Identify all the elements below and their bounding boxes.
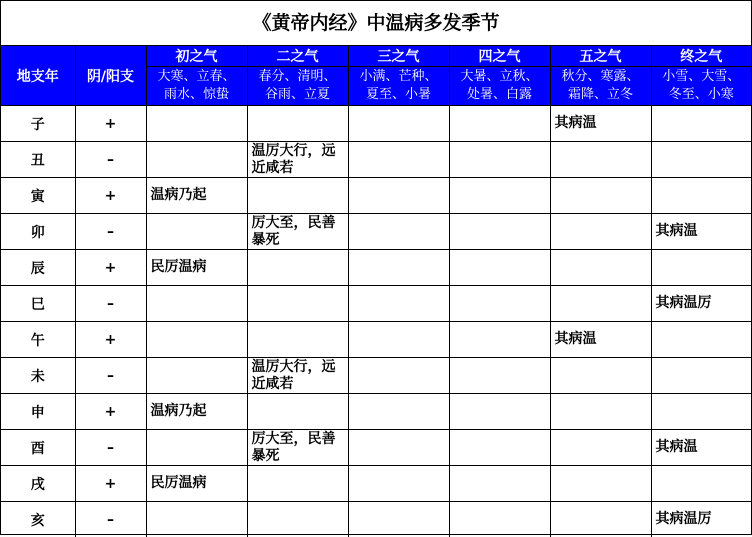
yin-yang-cell: +	[75, 178, 146, 214]
disease-note-cell	[348, 106, 449, 142]
disease-note-cell	[348, 358, 449, 394]
disease-note-cell	[348, 178, 449, 214]
disease-note-cell	[348, 322, 449, 358]
yin-yang-cell: +	[75, 106, 146, 142]
yin-yang-cell: –	[75, 142, 146, 178]
disease-note-cell: 其病温	[651, 214, 751, 250]
header-solar-terms	[449, 67, 550, 106]
solar-terms-line: 谷雨、立夏	[248, 86, 348, 104]
branch-cell: 卯	[1, 214, 75, 250]
header-solar-terms	[651, 67, 751, 106]
disease-note-cell	[348, 394, 449, 430]
solar-terms-line: 小满、芒种、	[349, 68, 449, 86]
disease-note-cell	[550, 286, 651, 322]
epidemic-season-table	[1, 46, 751, 537]
table-row	[1, 214, 751, 250]
disease-note-cell: 温厉大行，远近咸若	[247, 358, 348, 394]
disease-note-cell	[247, 106, 348, 142]
disease-note-cell	[449, 178, 550, 214]
disease-note-cell	[550, 394, 651, 430]
branch-cell: 酉	[1, 430, 75, 466]
table-row	[1, 358, 751, 394]
disease-note-cell	[449, 466, 550, 502]
branch-cell: 申	[1, 394, 75, 430]
disease-note-cell	[449, 430, 550, 466]
disease-note-cell	[550, 358, 651, 394]
disease-note-cell: 其病温	[550, 106, 651, 142]
table-row	[1, 394, 751, 430]
table-row	[1, 142, 751, 178]
disease-note-cell	[651, 358, 751, 394]
disease-note-cell	[550, 430, 651, 466]
branch-cell: 巳	[1, 286, 75, 322]
branch-cell: 午	[1, 322, 75, 358]
table-row	[1, 106, 751, 142]
disease-note-cell	[449, 106, 550, 142]
disease-note-cell: 厉大至，民善暴死	[247, 430, 348, 466]
solar-terms-line: 霜降、立冬	[551, 86, 651, 104]
disease-note-cell: 其病温	[550, 322, 651, 358]
disease-note-cell: 民厉温病	[146, 250, 247, 286]
header-solar-terms	[348, 67, 449, 106]
disease-note-cell	[247, 286, 348, 322]
disease-note-cell	[651, 394, 751, 430]
solar-terms-line: 春分、清明、	[248, 68, 348, 86]
yin-yang-cell: –	[75, 358, 146, 394]
disease-note-cell	[247, 502, 348, 537]
disease-note-cell	[348, 142, 449, 178]
table-row	[1, 430, 751, 466]
branch-cell: 丑	[1, 142, 75, 178]
branch-cell: 戌	[1, 466, 75, 502]
table-row	[1, 466, 751, 502]
header-qi-name: 三之气	[348, 46, 449, 67]
header-branch-year: 地支年	[1, 46, 75, 106]
branch-cell: 寅	[1, 178, 75, 214]
disease-note-cell: 厉大至，民善暴死	[247, 214, 348, 250]
yin-yang-cell: +	[75, 466, 146, 502]
disease-note-cell	[146, 430, 247, 466]
header-yin-yang: 阴/阳支	[75, 46, 146, 106]
disease-note-cell	[247, 394, 348, 430]
solar-terms-line: 雨水、惊蛰	[147, 86, 247, 104]
header-qi-name: 五之气	[550, 46, 651, 67]
branch-cell: 辰	[1, 250, 75, 286]
disease-note-cell	[247, 322, 348, 358]
disease-note-cell: 其病温厉	[651, 286, 751, 322]
header-solar-terms	[550, 67, 651, 106]
disease-note-cell	[247, 178, 348, 214]
table-row	[1, 502, 751, 537]
disease-note-cell	[449, 250, 550, 286]
solar-terms-line: 大寒、立春、	[147, 68, 247, 86]
disease-note-cell	[146, 322, 247, 358]
disease-note-cell	[651, 106, 751, 142]
disease-note-cell	[550, 142, 651, 178]
disease-note-cell	[146, 502, 247, 537]
yin-yang-cell: +	[75, 322, 146, 358]
table-header	[1, 46, 751, 106]
disease-note-cell	[449, 358, 550, 394]
disease-note-cell	[651, 322, 751, 358]
solar-terms-line: 冬至、小寒	[652, 86, 752, 104]
disease-note-cell	[146, 214, 247, 250]
disease-note-cell	[651, 178, 751, 214]
disease-note-cell	[550, 466, 651, 502]
branch-cell: 未	[1, 358, 75, 394]
disease-note-cell	[247, 466, 348, 502]
disease-note-cell	[146, 142, 247, 178]
yin-yang-cell: –	[75, 214, 146, 250]
solar-terms-line: 小雪、大雪、	[652, 68, 752, 86]
yin-yang-cell: –	[75, 286, 146, 322]
disease-note-cell	[449, 322, 550, 358]
table-row	[1, 322, 751, 358]
disease-note-cell: 民厉温病	[146, 466, 247, 502]
header-qi-name: 初之气	[146, 46, 247, 67]
disease-note-cell	[550, 178, 651, 214]
disease-note-cell	[550, 214, 651, 250]
disease-note-cell	[449, 142, 550, 178]
disease-note-cell	[348, 466, 449, 502]
yin-yang-cell: +	[75, 394, 146, 430]
yin-yang-cell: –	[75, 430, 146, 466]
disease-note-cell: 其病温	[651, 430, 751, 466]
yin-yang-cell: –	[75, 502, 146, 537]
disease-note-cell	[550, 250, 651, 286]
disease-note-cell	[348, 430, 449, 466]
branch-cell: 子	[1, 106, 75, 142]
disease-note-cell	[348, 502, 449, 537]
solar-terms-line: 处暑、白露	[450, 86, 550, 104]
disease-note-cell	[550, 502, 651, 537]
disease-note-cell	[146, 106, 247, 142]
solar-terms-line: 秋分、寒露、	[551, 68, 651, 86]
table-row	[1, 178, 751, 214]
header-qi-name: 二之气	[247, 46, 348, 67]
header-solar-terms	[146, 67, 247, 106]
disease-note-cell	[651, 466, 751, 502]
disease-note-cell: 温病乃起	[146, 178, 247, 214]
disease-note-cell	[348, 286, 449, 322]
solar-terms-line: 夏至、小暑	[349, 86, 449, 104]
disease-note-cell	[146, 358, 247, 394]
table-row	[1, 286, 751, 322]
yin-yang-cell: +	[75, 250, 146, 286]
disease-note-cell	[146, 286, 247, 322]
table-title: 《黄帝内经》中温病多发季节	[1, 1, 751, 46]
disease-note-cell	[449, 394, 550, 430]
disease-note-cell: 温病乃起	[146, 394, 247, 430]
solar-terms-line: 大暑、立秋、	[450, 68, 550, 86]
header-solar-terms	[247, 67, 348, 106]
disease-note-cell: 其病温厉	[651, 502, 751, 537]
disease-note-cell	[449, 286, 550, 322]
disease-note-cell	[348, 250, 449, 286]
disease-note-cell	[247, 250, 348, 286]
disease-note-cell	[651, 142, 751, 178]
disease-note-cell	[651, 250, 751, 286]
disease-note-cell	[449, 214, 550, 250]
table-row	[1, 250, 751, 286]
disease-note-cell	[348, 214, 449, 250]
header-qi-name: 终之气	[651, 46, 751, 67]
table-body	[1, 106, 751, 537]
header-qi-name: 四之气	[449, 46, 550, 67]
disease-note-cell: 温厉大行，远近咸若	[247, 142, 348, 178]
branch-cell: 亥	[1, 502, 75, 537]
disease-note-cell	[449, 502, 550, 537]
